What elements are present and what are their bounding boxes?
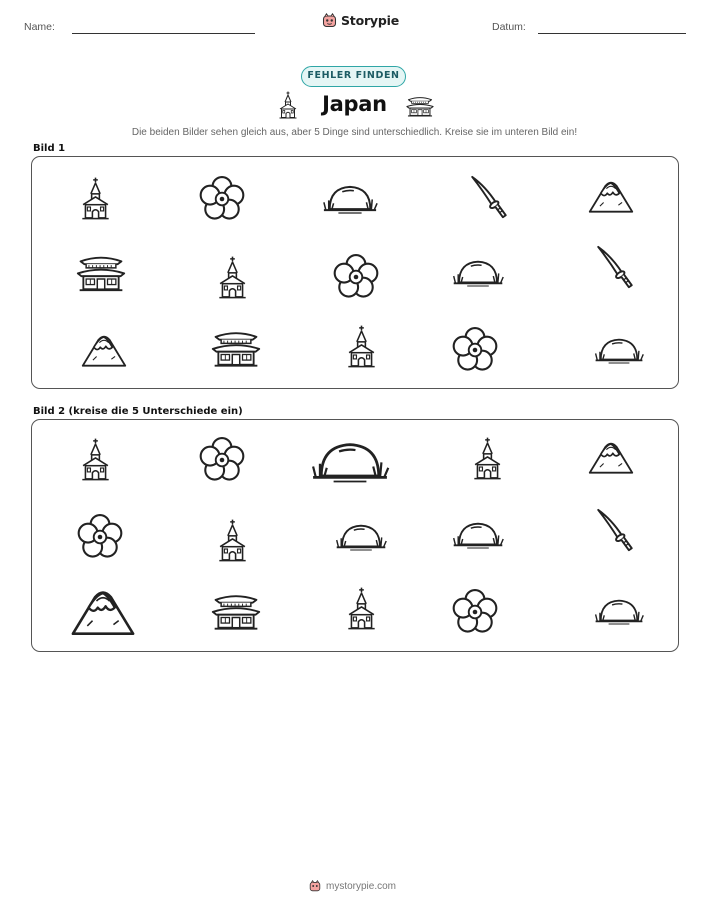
picture1-label: Bild 1 (33, 143, 66, 154)
flower-icon (199, 437, 245, 483)
sword-icon (593, 508, 636, 554)
instructions: Die beiden Bilder sehen gleich aus, aber 5 Dinge sind unterschiedlich. Kreise sie im unteren Bild ein! (131, 127, 578, 138)
activity-badge: FEHLER FINDEN (301, 66, 406, 87)
worksheet-title: Japan (322, 92, 387, 116)
footer-site: mystorypie.com (326, 880, 397, 892)
pagoda-icon (75, 253, 127, 292)
brand-logo (322, 13, 399, 28)
mountain-icon (587, 177, 635, 215)
rock-icon (593, 334, 645, 366)
flower-icon (77, 514, 123, 560)
brand-name: Storypie (341, 13, 399, 28)
flower-icon (199, 176, 245, 222)
flower-icon (452, 327, 498, 373)
mountain-icon (587, 438, 635, 476)
pagoda-icon (210, 327, 262, 369)
mountain-icon (69, 585, 137, 638)
rock-icon (451, 256, 505, 289)
rock-icon (451, 518, 505, 551)
sword-icon (593, 245, 636, 291)
name-line[interactable] (72, 33, 255, 34)
pagoda-icon (210, 590, 262, 632)
flower-icon (452, 589, 498, 635)
rock-icon (593, 595, 645, 627)
footer (309, 880, 396, 892)
pagoda-icon (405, 95, 435, 117)
church-icon (346, 585, 377, 632)
church-icon (80, 175, 111, 222)
church-icon (217, 254, 248, 301)
mountain-icon (80, 331, 128, 369)
church-icon (217, 517, 248, 564)
storypie-mascot-icon (322, 13, 337, 28)
church-icon (80, 436, 111, 483)
date-line[interactable] (538, 33, 686, 34)
storypie-mascot-icon (309, 880, 321, 892)
church-icon (278, 91, 298, 119)
flower-icon (333, 254, 379, 300)
rock-icon (321, 181, 379, 216)
church-icon (472, 435, 503, 482)
rock-icon (334, 520, 388, 553)
church-icon (346, 323, 377, 370)
picture2-label: Bild 2 (kreise die 5 Unterschiede ein) (33, 406, 243, 417)
date-label: Datum: (492, 21, 526, 33)
rock-icon (309, 436, 391, 486)
sword-icon (467, 175, 510, 221)
name-label: Name: (24, 21, 55, 33)
